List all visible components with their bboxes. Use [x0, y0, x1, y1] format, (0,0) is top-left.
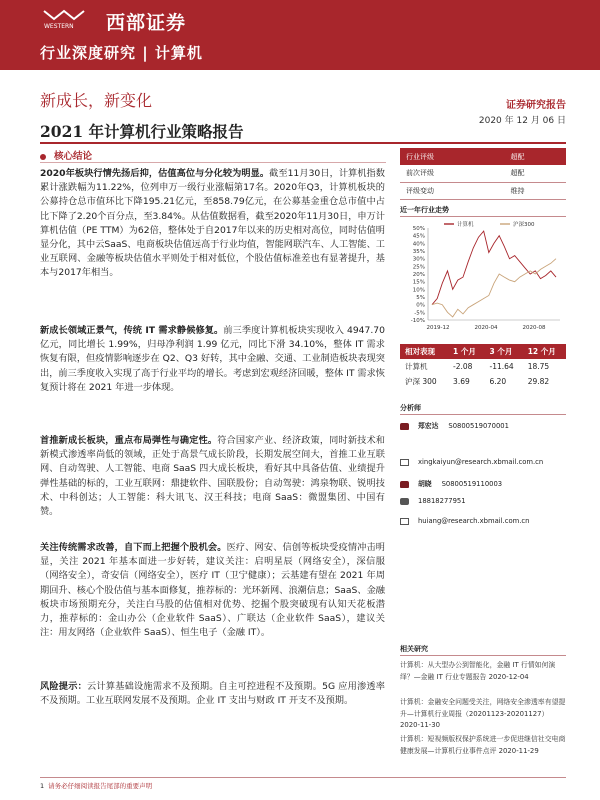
rating-label: 评级变动 [400, 182, 505, 199]
y-tick-label: 5% [416, 295, 425, 301]
performance-cell: 计算机 [405, 362, 428, 371]
person-icon [400, 423, 409, 430]
section-heading: 核心结论 [40, 148, 92, 162]
legend-label: 沪深300 [513, 222, 535, 228]
y-tick-label: 45% [412, 233, 425, 240]
title-divider [40, 142, 566, 144]
analyst-divider [400, 414, 566, 415]
performance-header: 相对表现 [400, 344, 448, 359]
y-tick-label: 35% [412, 249, 425, 255]
performance-row [400, 359, 566, 374]
y-tick-label: 20% [412, 272, 425, 278]
x-tick-label: 2019-12 [426, 325, 450, 331]
rating-row [400, 182, 566, 199]
y-tick-label: -10% [410, 318, 425, 324]
paragraph-market-review: 2020年板块行情先扬后抑，估值高位与分化较为明显。截至11月30日，计算机指数累计涨跌幅为11.22%，位列申万一级行业涨幅第17名。2020年Q3，计算机板块的公募持仓总市值环比下降195.21亿元，至858.79亿元，在公募基金重仓总市值中占比下降了2.20个百分点，至3.84%。从估值数据看，截至2020年11月30日，申万计算机估值（PE TTM）为62倍，整体处于自2017年以来的历史相对高位，同时估值明显分化，其中云SaaS、电商板块估值远高于行业均值，智能网联汽车、人工智能、工业互联网、金融等板块估值水平则处于相对低位，个股估值标准差也有显著提升，基本与2017年相当。 [40, 168, 385, 279]
performance-cell: -11.64 [489, 362, 514, 371]
rating-table [400, 148, 566, 200]
person-icon [400, 481, 409, 488]
paragraph-traditional-demand: 关注传统需求改善，自下而上把握个股机会。医疗、网安、信创等板块受疫情冲击明显，关注 2021 年基本面进一步好转，建议关注：启明星辰（网络安全），深信服（网络安全），奇安信（网络安全），医疗 IT（卫宁健康）；云基建有望在 2021 年周期回升、核心个股估值与基本面修复，推荐标的：光环新网、浪潮信息；SaaS、金融板块市场预期充分，关注白马股的估值相对优势、挖掘个股突破现有认知天花板潜力，推荐标的：金山办公（企业软件 SaaS）、广联达（企业软件 SaaS），建议关注：用友网络（企业软件 SaaS）、恒生电子（金融 IT）。 [40, 542, 385, 639]
related-heading: 相关研究 [400, 645, 428, 653]
performance-table [400, 344, 566, 389]
mail-icon [400, 518, 409, 525]
analyst-name: 胡晓 [418, 480, 432, 488]
analyst-phone: 18818277951 [418, 497, 466, 505]
y-tick-label: -5% [414, 310, 425, 317]
rating-value: 维持 [505, 182, 566, 199]
related-item[interactable]: 计算机：从大型办公到智能化，金融 IT 行情如何演绎？—金融 IT 行业专题报告 2020-12-04 [400, 661, 556, 681]
analyst-cert: S0800519070001 [448, 422, 509, 430]
analyst-2-email [400, 517, 529, 525]
rating-value: 超配 [505, 148, 566, 165]
performance-cell: 3.69 [453, 377, 470, 386]
y-tick-label: 40% [412, 241, 425, 248]
header-band [0, 0, 600, 70]
bullet-dot-icon [40, 154, 46, 160]
y-tick-label: 50% [412, 226, 425, 232]
analyst-email[interactable]: xingkaiyun@research.xbmail.com.cn [418, 458, 544, 466]
paragraph-growth-demand: 新成长领域正景气，传统 IT 需求静候修复。前三季度计算机板块实现收入 4947.70 亿元，同比增长 1.99%，归母净利润 1.99 亿元，同比下滑 34.10%，整体 IT 需求恢复有限，但疫情影响逐步在 Q2、Q3 好转，其中金融、交通、工业制造板块表现突出，前三季度收入实现了高于行业平均的增长。考虑到宏观经济回暖，整体 IT 需求恢复预计将在 2021 年进一步体现。 [40, 325, 385, 393]
y-tick-label: 0% [416, 302, 425, 309]
performance-row [400, 374, 566, 389]
performance-header-row [400, 344, 566, 359]
y-tick-label: 15% [412, 279, 425, 286]
y-tick-label: 25% [412, 264, 425, 271]
performance-cell: 6.20 [489, 377, 507, 386]
rating-box [400, 148, 566, 200]
analyst-name: 郑宏达 [418, 422, 439, 430]
x-tick-label: 2020-04 [474, 325, 498, 331]
rating-value: 超配 [505, 165, 566, 182]
section-divider [40, 162, 386, 163]
trend-title: 近一年行业走势 [400, 206, 449, 214]
paragraph-new-growth: 首推新成长板块，重点布局弹性与确定性。符合国家产业、经济政策，同时新技术和新模式渗透率尚低的领域，正处于高景气成长阶段，长期发展空间大，首推工业互联网、自动驾驶、人工智能、电商 SaaS 四大成长板块，看好其中具备估值、业绩提升弹性基础的标的，工业互联网：鼎捷软件、国联股份；自动驾驶：鸿泉物联、锐明技术、中科创达；人工智能：科大讯飞、汉王科技；电商 SaaS：微盟集团、中国有赞。 [40, 435, 385, 518]
rating-row [400, 148, 566, 165]
phone-icon [400, 498, 409, 505]
footer [40, 781, 152, 790]
logo-text: 西部证券 [106, 12, 187, 34]
report-date: 2020 年 12 月 06 日 [478, 116, 566, 126]
performance-cell: 29.82 [527, 377, 550, 386]
rating-row [400, 165, 566, 182]
series-line [432, 259, 556, 317]
legend-label: 计算机 [457, 222, 474, 228]
y-tick-label: 30% [412, 256, 425, 263]
analyst-1 [400, 420, 509, 430]
analyst-email[interactable]: huiang@research.xbmail.com.cn [418, 517, 530, 525]
paragraph-risk: 风险提示：云计算基础设施需求不及预期。自主可控进程不及预期。5G 应用渗透率不及预期。工业互联网发展不及预期。企业 IT 支出与财政 IT 开支不及预期。 [40, 681, 385, 707]
performance-header: 12 个月 [523, 344, 566, 359]
analyst-2-phone [400, 497, 466, 505]
footer-divider [40, 777, 566, 778]
logo-mark-icon [40, 8, 100, 30]
series-line [432, 231, 556, 305]
report-series: 行业深度研究 | 计算机 [40, 44, 203, 62]
analyst-heading: 分析师 [400, 404, 421, 412]
performance-header: 1 个月 [448, 344, 484, 359]
related-item[interactable]: 计算机：金融安全问题受关注，网络安全渗透率有望提升—计算机行业周报（20201123-20201127） 2020-11-30 [400, 698, 566, 730]
analyst-2 [400, 478, 502, 488]
y-tick-label: 10% [412, 287, 425, 294]
page-number: 1 [40, 782, 45, 790]
performance-cell: -2.08 [453, 362, 473, 371]
rating-label: 前次评级 [400, 165, 505, 182]
analyst-cert: S0800519110003 [441, 480, 503, 488]
performance-cell: 18.75 [527, 362, 550, 371]
trend-divider [400, 216, 566, 217]
related-item[interactable]: 计算机：短视频版权保护系统进一步促进继信社交电商健康发展—计算机行业事件点评 2020-11-29 [400, 735, 566, 755]
report-type: 证券研究报告 [506, 100, 566, 111]
mail-icon [400, 459, 409, 466]
performance-header: 3 个月 [484, 344, 522, 359]
footer-disclaimer: 请务必仔细阅读报告尾部的重要声明 [48, 782, 153, 790]
report-title: 2021 年计算机行业策略报告 [40, 122, 244, 141]
report-subtitle: 新成长，新变化 [40, 91, 153, 110]
svg-text:WESTERN: WESTERN [44, 23, 74, 30]
x-tick-label: 2020-08 [522, 325, 546, 331]
company-logo [40, 8, 230, 34]
related-divider [400, 655, 566, 656]
performance-cell: 沪深 300 [405, 377, 437, 386]
rating-label: 行业评级 [400, 148, 505, 165]
trend-chart [400, 218, 566, 336]
analyst-1-email [400, 458, 543, 466]
